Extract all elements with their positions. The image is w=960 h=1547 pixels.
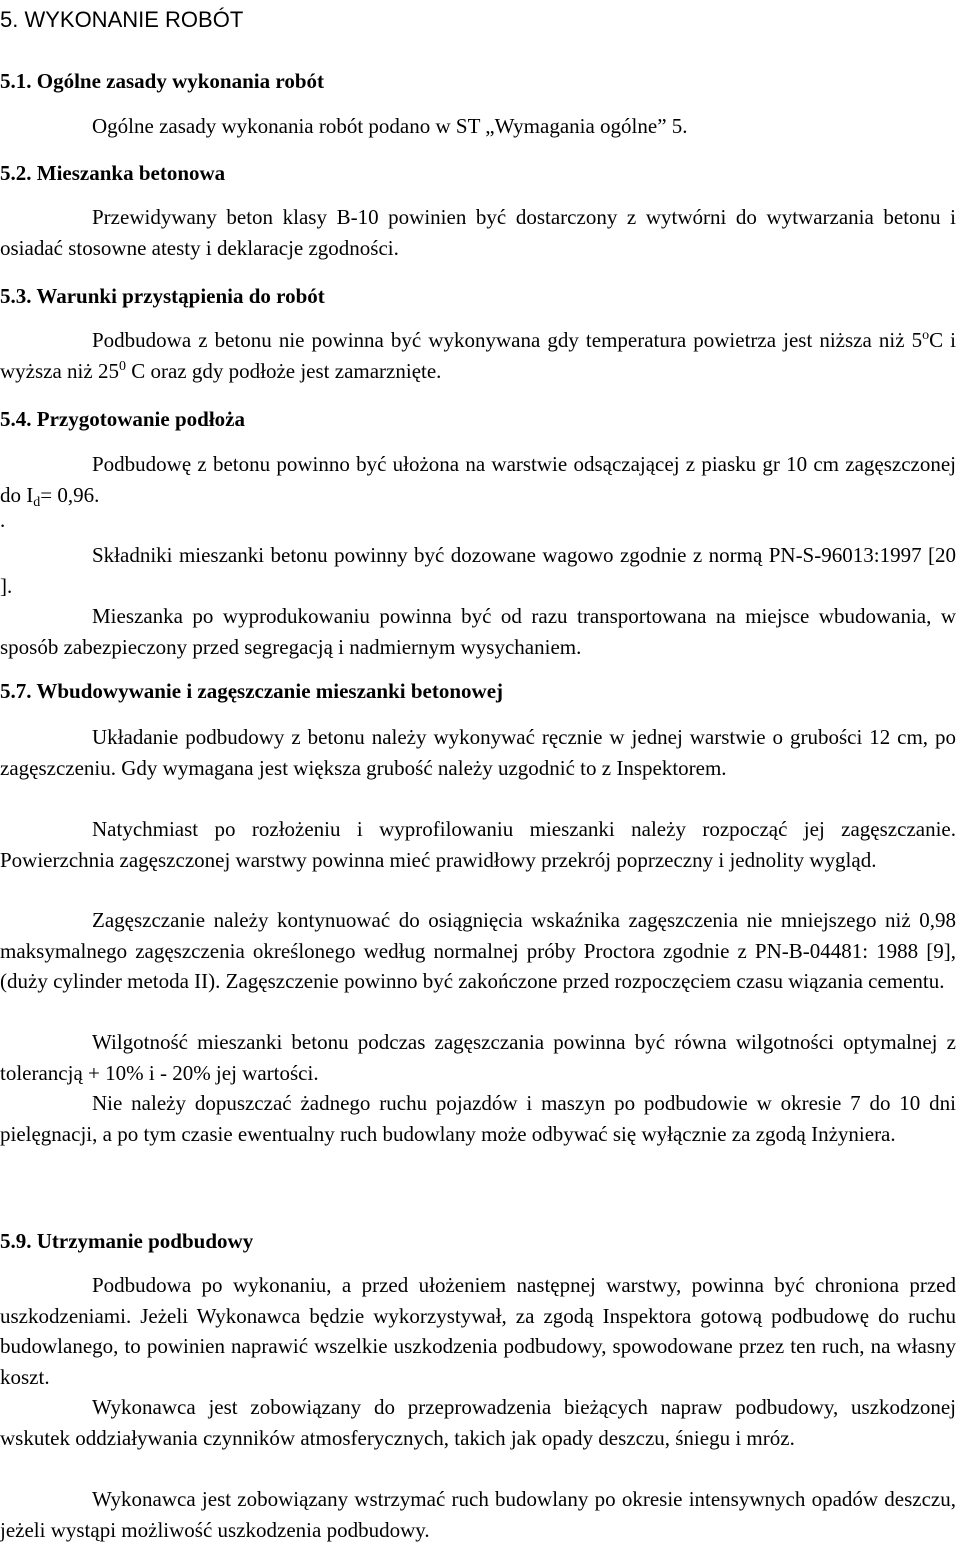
heading-5-1: 5.1. Ogólne zasady wykonania robót [0, 69, 324, 93]
paragraph-5-7-1: Układanie podbudowy z betonu należy wykonywać ręcznie w jednej warstwie o grubości 12 cm, po zagęszczeniu. Gdy wymagana jest większa grubość należy uzgodnić to z Inspektorem. [0, 725, 956, 780]
paragraph-5-3-text-c: C oraz gdy podłoże jest zamarznięte. [125, 358, 442, 383]
superscript-degree: o [922, 328, 930, 343]
subscript-d: d [33, 494, 41, 510]
paragraph-5-9-2: Wykonawca jest zobowiązany do przeprowadzenia bieżących napraw podbudowy, uszkodzonej wskutek oddziaływania czynników atmosferycznych, takich jak opady deszczu, śniegu i mróz. [0, 1395, 956, 1450]
paragraph-5-1: Ogólne zasady wykonania robót podano w ST „Wymagania ogólne” 5. [92, 114, 688, 138]
paragraph-5-3-text-a: Podbudowa z betonu nie powinna być wykonywana gdy temperatura powietrza jest niższa niż 5 [92, 328, 923, 352]
paragraph-5-4-3: Mieszanka po wyprodukowaniu powinna być od razu transportowana na miejsce wbudowania, w sposób zabezpieczony przed segregacją i nadmiernym wysychaniem. [0, 604, 956, 659]
paragraph-5-3-text-b: C i wyższa niż 25 [0, 328, 956, 383]
paragraph-5-9-1: Podbudowa po wykonaniu, a przed ułożeniem następnej warstwy, powinna być chroniona przed uszkodzeniami. Jeżeli Wykonawca będzie wykorzystywał, za zgodą Inspektora gotową podbudowę do ruchu budowlanego, to powinien naprawić wszelkie uszkodzenia podbudowy, spowodowane przez ten ruch, na własny koszt. [0, 1273, 956, 1389]
stray-dot: . [0, 508, 6, 532]
paragraph-5-2: Przewidywany beton klasy B-10 powinien być dostarczony z wytwórni do wytwarzania betonu i osiadać stosowne atesty i deklaracje zgodności. [0, 205, 956, 260]
paragraph-5-7-3: Zagęszczanie należy kontynuować do osiągnięcia wskaźnika zagęszczenia nie mniejszego niż 0,98 maksymalnego zagęszczenia określonego według normalnej próby Proctora zgodnie z PN-B-04481: 1988 [9], (duży cylinder metoda II). Zagęszczenie powinno być zakończone przed rozpoczęciem czasu wiązania cementu. [0, 908, 956, 994]
heading-5-3: 5.3. Warunki przystąpienia do robót [0, 284, 325, 308]
paragraph-5-7-2: Natychmiast po rozłożeniu i wyprofilowaniu mieszanki należy rozpocząć jej zagęszczanie. Powierzchnia zagęszczonej warstwy powinna mieć prawidłowy przekrój poprzeczny i jednolity wygląd. [0, 817, 956, 872]
heading-5-7: 5.7. Wbudowywanie i zagęszczanie mieszanki betonowej [0, 679, 504, 703]
section-title: 5. WYKONANIE ROBÓT [0, 7, 244, 32]
superscript-zero: 0 [118, 358, 126, 374]
paragraph-5-4-1-text-a: Podbudowę z betonu powinno być ułożona na warstwie odsączającej z piasku gr 10 cm zagęszczonej do I [0, 452, 956, 507]
paragraph-5-7-5: Nie należy dopuszczać żadnego ruchu pojazdów i maszyn po podbudowie w okresie 7 do 10 dni pielęgnacji, a po tym czasie ewentualny ruch budowlany może odbywać się wyłącznie za zgodą Inżyniera. [0, 1091, 956, 1146]
heading-5-2: 5.2. Mieszanka betonowa [0, 161, 226, 185]
paragraph-5-7-4: Wilgotność mieszanki betonu podczas zagęszczania powinna być równa wilgotności optymalnej z tolerancją + 10% i - 20% jej wartości. [0, 1030, 956, 1085]
heading-5-4: 5.4. Przygotowanie podłoża [0, 407, 245, 431]
paragraph-5-3 [0, 325, 956, 386]
paragraph-5-9-3: Wykonawca jest zobowiązany wstrzymać ruch budowlany po okresie intensywnych opadów deszczu, jeżeli wystąpi możliwość uszkodzenia podbudowy. [0, 1487, 956, 1542]
paragraph-5-4-2: Składniki mieszanki betonu powinny być dozowane wagowo zgodnie z normą PN-S-96013:1997 [20 ]. [0, 543, 956, 598]
heading-5-9: 5.9. Utrzymanie podbudowy [0, 1229, 254, 1253]
paragraph-5-4-1 [0, 449, 956, 510]
paragraph-5-4-1-text-b: = 0,96. [40, 482, 100, 507]
